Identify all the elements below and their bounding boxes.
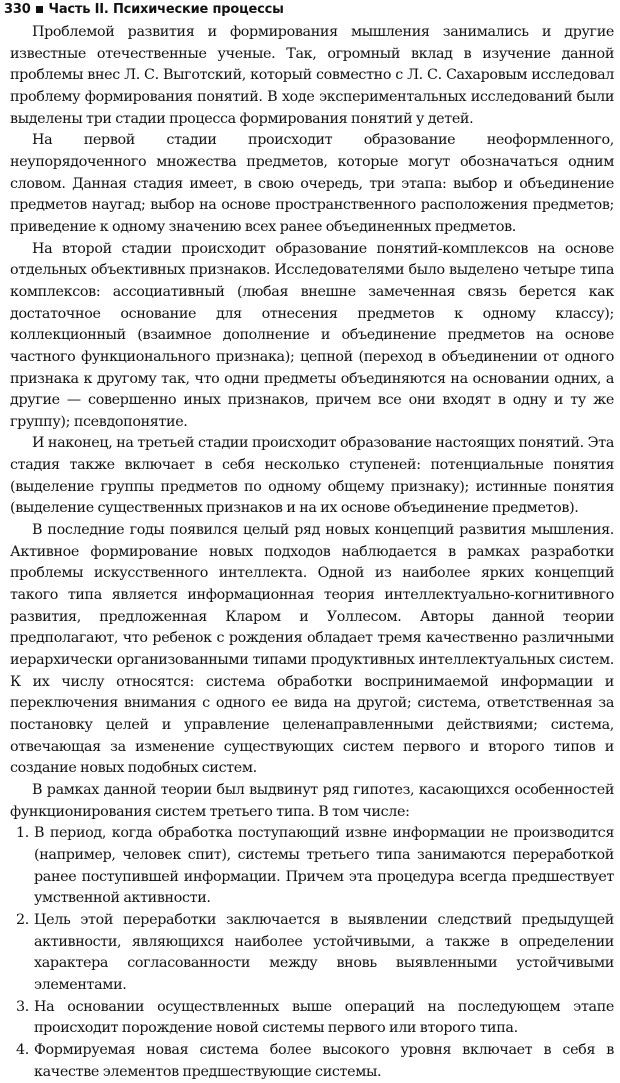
list-item [16, 997, 614, 1040]
list-item-number: 1. [16, 825, 29, 842]
page-number: 330 [4, 2, 31, 17]
list-item-text: Формируемая новая система более высокого уровня включает в себя в качестве элементов предшествующие системы. [34, 1041, 614, 1080]
list-item [16, 823, 614, 910]
list-item-text: Цель этой переработки заключается в выявлении следствий предыдущей активности, являющихся наиболее устойчивыми, а также в определении характера согласованности между вновь выявленными устойчивыми элементами. [34, 911, 614, 993]
hypotheses-list [10, 823, 614, 1083]
list-item [16, 1040, 614, 1083]
list-item-number: 3. [16, 998, 29, 1015]
paragraph: На первой стадии происходит образование неоформленного, неупорядоченного множества предметов, которые могут обозначаться одним словом. Данная стадия имеет, в свою очередь, три этапа: выбор и объединение предметов наугад; выбор на основе пространственного расположения предметов; приведение к одному значению всех ранее объединенных предметов. [10, 132, 614, 235]
paragraph: Проблемой развития и формирования мышления занимались и другие известные отечественные ученые. Так, огромный вклад в изучение данной проблемы внес Л. С. Выготский, который совместно с Л. С. Сахаровым исследовал проблему формирования понятий. В ходе экспериментальных исследований были выделены три стадии процесса формирования понятий у детей. [10, 24, 614, 127]
paragraph: На второй стадии происходит образование понятий-комплексов на основе отдельных объективных признаков. Исследователями было выделено четыре типа комплексов: ассоциативный (любая внешне замеченная связь берется как достаточное основание для отнесения предметов к одному классу); коллекционный (взаимное дополнение и объединение предметов на основе частного функционального признака); цепной (переход в объединении от одного признака к другому так, что одни предметы объединяются на основании одних, а другие — совершенно иных признаков, причем все они входят в одну и ту же группу); псевдопонятие. [10, 240, 614, 430]
paragraph: И наконец, на третьей стадии происходит образование настоящих понятий. Эта стадия также включает в себя несколько ступеней: потенциальные понятия (выделение группы предметов по одному общему признаку); истинные понятия (выделение существенных признаков и на их основе объединение предметов). [10, 435, 614, 517]
body-text [10, 22, 614, 1083]
paragraph: В последние годы появился целый ряд новых концепций развития мышления. Активное формирование новых подходов наблюдается в рамках разработки проблемы искусственного интеллекта. Одной из наиболее ярких концепций такого типа является информационная теория интеллектуально-когнитивного развития, предложенная Кларом и Уоллесом. Авторы данной теории предполагают, что ребенок с рождения обладает тремя качественно различными иерархически организованными типами продуктивных интеллектуальных систем. К их числу относятся: система обработки воспринимаемой информации и переключения внимания с одного ее вида на другой; система, ответственная за постановку целей и управление целенаправленными действиями; система, отвечающая за изменение существующих систем первого и второго типов и создание новых подобных систем. [10, 522, 614, 777]
list-item [16, 910, 614, 997]
square-bullet-icon [36, 6, 43, 13]
list-item-number: 4. [16, 1041, 29, 1058]
paragraph: В рамках данной теории был выдвинут ряд гипотез, касающихся особенностей функционирования систем третьего типа. В том числе: [10, 781, 614, 820]
running-head [4, 0, 284, 19]
list-item-text: На основании осуществленных выше операций на последующем этапе происходит порождение новой системы первого или второго типа. [34, 998, 614, 1037]
list-item-text: В период, когда обработка поступающий извне информации не производится (например, человек спит), системы третьего типа занимаются переработкой ранее поступившей информации. Причем эта процедура всегда предшествует умственной активности. [34, 825, 614, 907]
list-item-number: 2. [16, 911, 29, 928]
section-title: Часть II. Психические процессы [48, 2, 284, 17]
